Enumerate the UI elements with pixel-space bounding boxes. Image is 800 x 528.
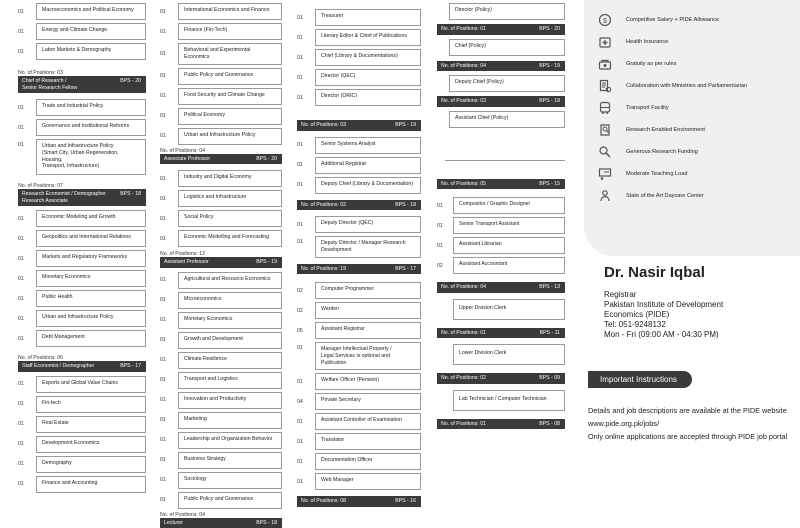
benefit-item: Gratuity as per rules: [598, 53, 800, 75]
section-header: No. of Positions: 04 BPS - 13: [437, 282, 565, 293]
list-item: 01 Energy and Climate Change: [18, 23, 146, 40]
section-header: No. of Positions: 08 BPS - 16: [297, 496, 421, 507]
list-item: 01 Transport and Logistics: [160, 372, 282, 389]
section-bps-20: [437, 24, 565, 56]
section-assistant-professor: No. of Positions: 12 Assistant Professor BPS - 19 01 Agricultural and Resource Economics 01 Microeconomics 01 Monetary Economics 01 Growth and Development 01 Climate Resilience 01 Transport and Logistics 01 Innovation and Productivity 01 Marketing 01 Leadership and Organization Behavior 01 Business Strategy 01 Sociology 01 Public Policy and Governance: [160, 251, 282, 509]
benefit-item: Collaboration with Ministries and Parliamentarian: [598, 75, 800, 97]
instructions-link[interactable]: www.pide.org.pk/jobs/: [588, 417, 800, 430]
section-bps-19: [297, 120, 421, 194]
benefit-item: Transport Facility: [598, 97, 800, 119]
list-item: 01 Development Economics: [18, 436, 146, 453]
list-item: 01 Senior Systems Analyst: [297, 137, 421, 154]
section-header: Research Economist / Demographer Research Associate BPS - 18: [18, 189, 146, 206]
section-lecturer: No. of Positions: 04 Lecturer BPS - 18: [160, 512, 282, 528]
list-item: 02 Computer Programmer: [297, 282, 421, 299]
list-item: 01 Additional Registrar: [297, 157, 421, 174]
section-bps-08: [437, 419, 565, 430]
list-item: 01 Monetary Economics: [18, 270, 146, 287]
list-item: 01 Markets and Regulatory Frameworks: [18, 250, 146, 267]
list-item: 04 Private Secretary: [297, 393, 421, 410]
section-bps-19: [437, 61, 565, 93]
list-item: 01 Urban and Infrastructure Policy: [18, 310, 146, 327]
section-header: Assistant Professor BPS - 19: [160, 257, 282, 268]
section-bps-16: [297, 496, 421, 507]
list-item: 01 Geopolitics and International Relations: [18, 230, 146, 247]
list-item: 01 Exports and Global Value Chains: [18, 376, 146, 393]
list-item: 01 Public Health: [18, 290, 146, 307]
list-item: 01 Treasurer: [297, 9, 421, 26]
column-4: [437, 0, 565, 429]
health-icon: [598, 35, 612, 49]
column-2: [160, 0, 282, 528]
column-3: [297, 0, 421, 507]
list-item: 01 Monetary Economics: [160, 312, 282, 329]
section-staff-economist: No. of Positions: 06 Staff Economist / Demographer BPS - 17 01 Exports and Global Value Chains 01 Fin-tech 01 Real Estate 01 Development Economics 01 Demography 01 Finance and Accounting: [18, 355, 146, 493]
list-item: 01 Macroeconomics and Political Economy: [18, 3, 146, 20]
section-associate-professor: No. of Positions: 04 Associate Professor BPS - 20 01 Industry and Digital Economy 01 Logistics and Infrastructure 01 Social Policy 01 Economic Modelling and Forecasting: [160, 148, 282, 248]
list-item: 01 Behavioral and Experimental Economics: [160, 43, 282, 65]
section-header: No. of Positions: 02 BPS - 18: [297, 200, 421, 211]
section-bps-17: [297, 264, 421, 491]
list-item: 01 Marketing: [160, 412, 282, 429]
list-item: 01 Real Estate: [18, 416, 146, 433]
collaboration-icon: [598, 79, 612, 93]
list-item: Upper Division Clerk: [437, 299, 565, 320]
daycare-icon: [598, 189, 612, 203]
section-bps-11: [437, 328, 565, 366]
list-item: 02 Assistant Accountant: [437, 257, 565, 274]
section-header: No. of Positions: 19 BPS - 17: [297, 264, 421, 275]
list-item: 01 Climate Resilience: [160, 352, 282, 369]
list-item: 01 Deputy Director / Manager Research Development: [297, 236, 421, 258]
list-item: 01 Assistant Librarian: [437, 237, 565, 254]
section-header: Chief of Research / Senior Research Fellow BPS - 20: [18, 76, 146, 93]
list-item: Lower Division Clerk: [437, 344, 565, 365]
section-bps-18: [437, 96, 565, 128]
list-item: 01 Innovation and Productivity: [160, 392, 282, 409]
list-item: 01 Leadership and Organization Behavior: [160, 432, 282, 449]
section-header: Staff Economist / Demographer BPS - 17: [18, 361, 146, 372]
benefits-panel: [584, 0, 800, 256]
list-item: 01 Governance and Institutional Reforms: [18, 119, 146, 136]
section-header: No. of Positions: 01 BPS - 11: [437, 328, 565, 339]
contact-org: Economics (PIDE): [604, 310, 794, 320]
benefit-item: Moderate Teaching Load: [598, 163, 800, 185]
section-header: No. of Positions: 03 BPS - 18: [437, 96, 565, 107]
instructions-body: [588, 404, 800, 443]
list-item: 01 Public Policy and Governance: [160, 492, 282, 509]
section-header: Lecturer BPS - 18: [160, 518, 282, 528]
list-item: 01 Urban and Infrastructure Policy: [160, 128, 282, 145]
list-item: 01 Demography: [18, 456, 146, 473]
section-bps-15: [437, 179, 565, 275]
section-bps-13: [437, 282, 565, 320]
list-item: Chief (Policy): [437, 39, 565, 56]
list-item: 01 Deputy Chief (Library & Documentation): [297, 177, 421, 194]
section-header: Associate Professor BPS - 20: [160, 154, 282, 165]
list-item: 01 Economic Modeling and Growth: [18, 210, 146, 227]
research-icon: [598, 123, 612, 137]
section-header: No. of Positions: 01 BPS - 08: [437, 419, 565, 430]
list-item: 01 Growth and Development: [160, 332, 282, 349]
contact-name: Dr. Nasir Iqbal: [604, 264, 794, 281]
benefit-item: Health Insurance: [598, 31, 800, 53]
list-item: 01 Compositor / Graphic Designer: [437, 197, 565, 214]
benefit-item: Generous Research Funding: [598, 141, 800, 163]
transport-icon: [598, 101, 612, 115]
list-item: 01 Public Policy and Governance: [160, 68, 282, 85]
contact-org: Pakistan Institute of Development: [604, 300, 794, 310]
list-item: 05 Assistant Registrar: [297, 322, 421, 339]
column-1: [18, 0, 146, 496]
svg-text:$: $: [603, 18, 607, 25]
list-item: 01 Urban and Infrastructure Policy (Smart City, Urban Regeneration, Housing, Transport, Infrastructure): [18, 139, 146, 175]
list-item: 02 Warden: [297, 302, 421, 319]
benefit-item: Research Enabled Environment: [598, 119, 800, 141]
section-header: No. of Positions: 02 BPS - 09: [437, 373, 565, 384]
instruction-line: Details and job descriptions are available at the PIDE website: [588, 404, 800, 417]
list-item: 01 Microeconomics: [160, 292, 282, 309]
list-item: 01 Debt Management: [18, 330, 146, 347]
section-header: No. of Positions: 05 BPS - 15: [437, 179, 565, 190]
list-item: 01 Agricultural and Resource Economics: [160, 272, 282, 289]
list-item: 01 Web Manager: [297, 473, 421, 490]
list-item: 01 Logistics and Infrastructure: [160, 190, 282, 207]
list-item: Lab Technician / Computer Technician: [437, 390, 565, 411]
section-header: No. of Positions: 04 BPS - 19: [437, 61, 565, 72]
section-header: No. of Positions: 01 BPS - 20: [437, 24, 565, 35]
contact-block: [604, 264, 794, 340]
list-item: Assistant Chief (Policy): [437, 111, 565, 128]
gratuity-icon: [598, 57, 612, 71]
contact-hours: Mon - Fri (09:00 AM - 04:30 PM): [604, 330, 794, 340]
list-item: 01 Food Security and Climate Change: [160, 88, 282, 105]
list-item: 01 Literary Editor & Chief of Publications: [297, 29, 421, 46]
list-item: 01 Deputy Director (QEC): [297, 216, 421, 233]
list-item: 01 Sociology: [160, 472, 282, 489]
list-item: 01 Finance and Accounting: [18, 476, 146, 493]
instructions-header: Important Instructions: [588, 371, 692, 388]
section-bps-09: [437, 373, 565, 411]
list-item: 01 Trade and Industrial Policy: [18, 99, 146, 116]
list-item: 01 Political Economy: [160, 108, 282, 125]
list-item: 01 Director (QEC): [297, 69, 421, 86]
list-item: 01 Documentation Officer: [297, 453, 421, 470]
list-item: 01 Economic Modelling and Forecasting: [160, 230, 282, 247]
instruction-line: Only online applications are accepted through PIDE job portal: [588, 430, 800, 443]
salary-icon: [598, 13, 612, 27]
benefit-item: $ Competitive Salary + PIDE Allowance: [598, 9, 800, 31]
funding-icon: [598, 145, 612, 159]
list-item: 01 Assistant Controller of Examination: [297, 413, 421, 430]
list-item: 01 Social Policy: [160, 210, 282, 227]
teaching-icon: [598, 167, 612, 181]
list-item: 01 Welfare Officer (Pension): [297, 373, 421, 390]
list-item: 01 Fin-tech: [18, 396, 146, 413]
contact-title: Registrar: [604, 290, 794, 300]
list-item: 01 Business Strategy: [160, 452, 282, 469]
benefit-item: State of the Art Daycare Center: [598, 185, 800, 207]
section-bps-18: [297, 200, 421, 258]
section-chief-research: No. of Positions: 03 Chief of Research / Senior Research Fellow BPS - 20 01 Trade and Industrial Policy 01 Governance and Institutional Reforms 01 Urban and Infrastructure Policy (Smart City, Urban Regeneration, Housing, Transport, Infrastructure): [18, 70, 146, 175]
section-header: No. of Positions: 03 BPS - 19: [297, 120, 421, 131]
list-item: 01 Industry and Digital Economy: [160, 170, 282, 187]
list-item: 01 Manager Intellectual Property / Legal Services is optional and Publication: [297, 342, 421, 370]
list-item: 01 Finance (Fin-Tech): [160, 23, 282, 40]
list-item: 01 Chief (Library & Documentations): [297, 49, 421, 66]
list-item: Director (Policy): [437, 3, 565, 20]
section-research-economist: No. of Positions: 07 Research Economist / Demographer Research Associate BPS - 18 01 Economic Modeling and Growth 01 Geopolitics and International Relations 01 Markets and Regulatory Frameworks 01 Monetary Economics 01 Public Health 01 Urban and Infrastructure Policy 01 Debt Management: [18, 183, 146, 347]
list-item: 01 Senior Transport Assistant: [437, 217, 565, 234]
divider: [445, 160, 565, 161]
contact-phone: Tel: 051-9248132: [604, 320, 794, 330]
list-item: 01 Translator: [297, 433, 421, 450]
list-item: Deputy Chief (Policy): [437, 75, 565, 92]
list-item: 01 Labor Markets & Demography: [18, 43, 146, 60]
list-item: 01 Director (ORIC): [297, 89, 421, 106]
list-item: 01 International Economics and Finance: [160, 3, 282, 20]
